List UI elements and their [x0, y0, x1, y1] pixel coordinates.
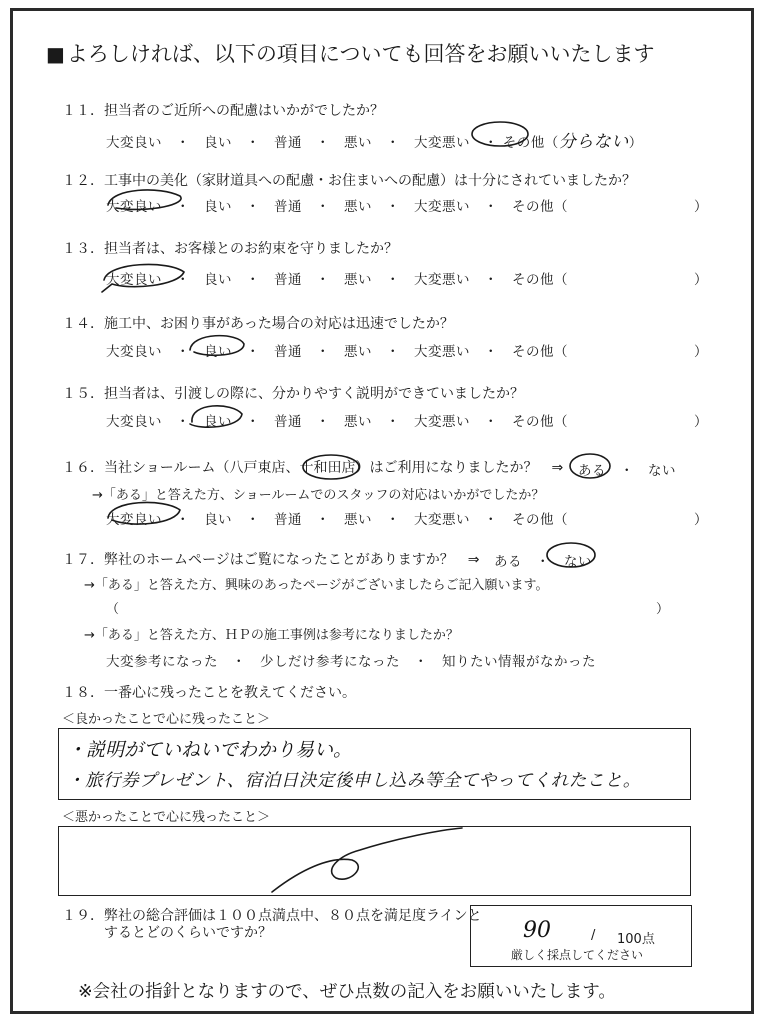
q17-question: １７．弊社のホームページはご覧になったことがありますか？ ⇒	[62, 552, 480, 568]
header-text: よろしければ、以下の項目についても回答をお願いいたします	[66, 42, 655, 66]
q15-options[interactable]: 大変良い ・ 良い ・ 普通 ・ 悪い ・ 大変悪い ・ その他（ ）	[106, 414, 708, 430]
q17-paren-open: （	[106, 602, 120, 617]
q18-good-line1: ・説明がていねいでわかり易い。	[67, 739, 353, 761]
q16-options[interactable]: 大変良い ・ 良い ・ 普通 ・ 悪い ・ 大変悪い ・ その他（ ）	[106, 512, 708, 528]
q11-question: １１．担当者のご近所への配慮はいかがでしたか？	[62, 103, 384, 119]
q17-options[interactable]: 大変参考になった ・ 少しだけ参考になった ・ 知りたい情報がなかった	[106, 654, 596, 670]
survey-header	[46, 38, 654, 68]
q17-followup1: →「ある」と答えた方、興味のあったページがございましたらご記入願います。	[84, 578, 549, 593]
q19-slash: /	[591, 928, 596, 943]
q16-question: １６．当社ショールーム（八戸東店、十和田店）はご利用になりましたか？ ⇒	[62, 460, 564, 476]
q15-question: １５．担当者は、引渡しの際に、分かりやすく説明ができていましたか？	[62, 386, 524, 402]
header-square-icon: ■	[46, 42, 65, 66]
q17-paren-close: ）	[656, 602, 670, 617]
q19-note: 厳しく採点してください	[511, 948, 644, 962]
q19-max-score: 100点	[617, 932, 655, 947]
q13-options[interactable]: 大変良い ・ 良い ・ 普通 ・ 悪い ・ 大変悪い ・ その他（ ）	[106, 272, 708, 288]
q18-bad-answer-box[interactable]	[58, 826, 691, 896]
q16-followup: →「ある」と答えた方、ショールームでのスタッフの対応はいかがでしたか？	[92, 488, 545, 503]
q13-question: １３．担当者は、お客様とのお約束を守りましたか？	[62, 241, 398, 257]
q17-followup2: →「ある」と答えた方、ＨＰの施工事例は参考になりましたか？	[84, 628, 459, 643]
q11-options-text: 大変良い ・ 良い ・ 普通 ・ 悪い ・ 大変悪い ・	[106, 135, 498, 151]
q18-good-answer-box[interactable]	[58, 728, 691, 800]
q11-other-label: その他	[502, 135, 545, 151]
q17-answer[interactable]: ある ・ ない	[494, 554, 592, 570]
q11-options[interactable]	[106, 127, 643, 152]
q19-question-line1: １９．弊社の総合評価は１００点満点中、８０点を満足度ラインと	[62, 908, 482, 924]
q18-question: １８．一番心に残ったことを教えてください。	[62, 685, 356, 701]
q19-score-box[interactable]	[470, 905, 692, 967]
footer-note: ※会社の指針となりますので、ぜひ点数の記入をお願いいたします。	[78, 982, 616, 1002]
q11-paren-open: （	[544, 135, 559, 151]
q14-question: １４．施工中、お困り事があった場合の対応は迅速でしたか？	[62, 316, 454, 332]
q16-answer[interactable]: ある ・ ない	[578, 463, 676, 479]
q19-score-value: 90	[523, 918, 551, 943]
q11-handwritten-answer: 分らない	[558, 132, 629, 152]
q12-options[interactable]: 大変良い ・ 良い ・ 普通 ・ 悪い ・ 大変悪い ・ その他（ ）	[106, 199, 708, 215]
q14-options[interactable]: 大変良い ・ 良い ・ 普通 ・ 悪い ・ 大変悪い ・ その他（ ）	[106, 344, 708, 360]
q18-bad-label: ＜悪かったことで心に残ったこと＞	[62, 810, 271, 825]
q12-question: １２．工事中の美化（家財道具への配慮・お住まいへの配慮）は十分にされていましたか？	[62, 173, 636, 189]
q19-question-line2: するとどのくらいですか？	[104, 925, 272, 941]
q18-good-line2: ・旅行券プレゼント、宿泊日決定後申し込み等全てやってくれたこと。	[67, 771, 641, 791]
q18-good-label: ＜良かったことで心に残ったこと＞	[62, 712, 271, 727]
q11-paren-close: ）	[628, 135, 643, 151]
